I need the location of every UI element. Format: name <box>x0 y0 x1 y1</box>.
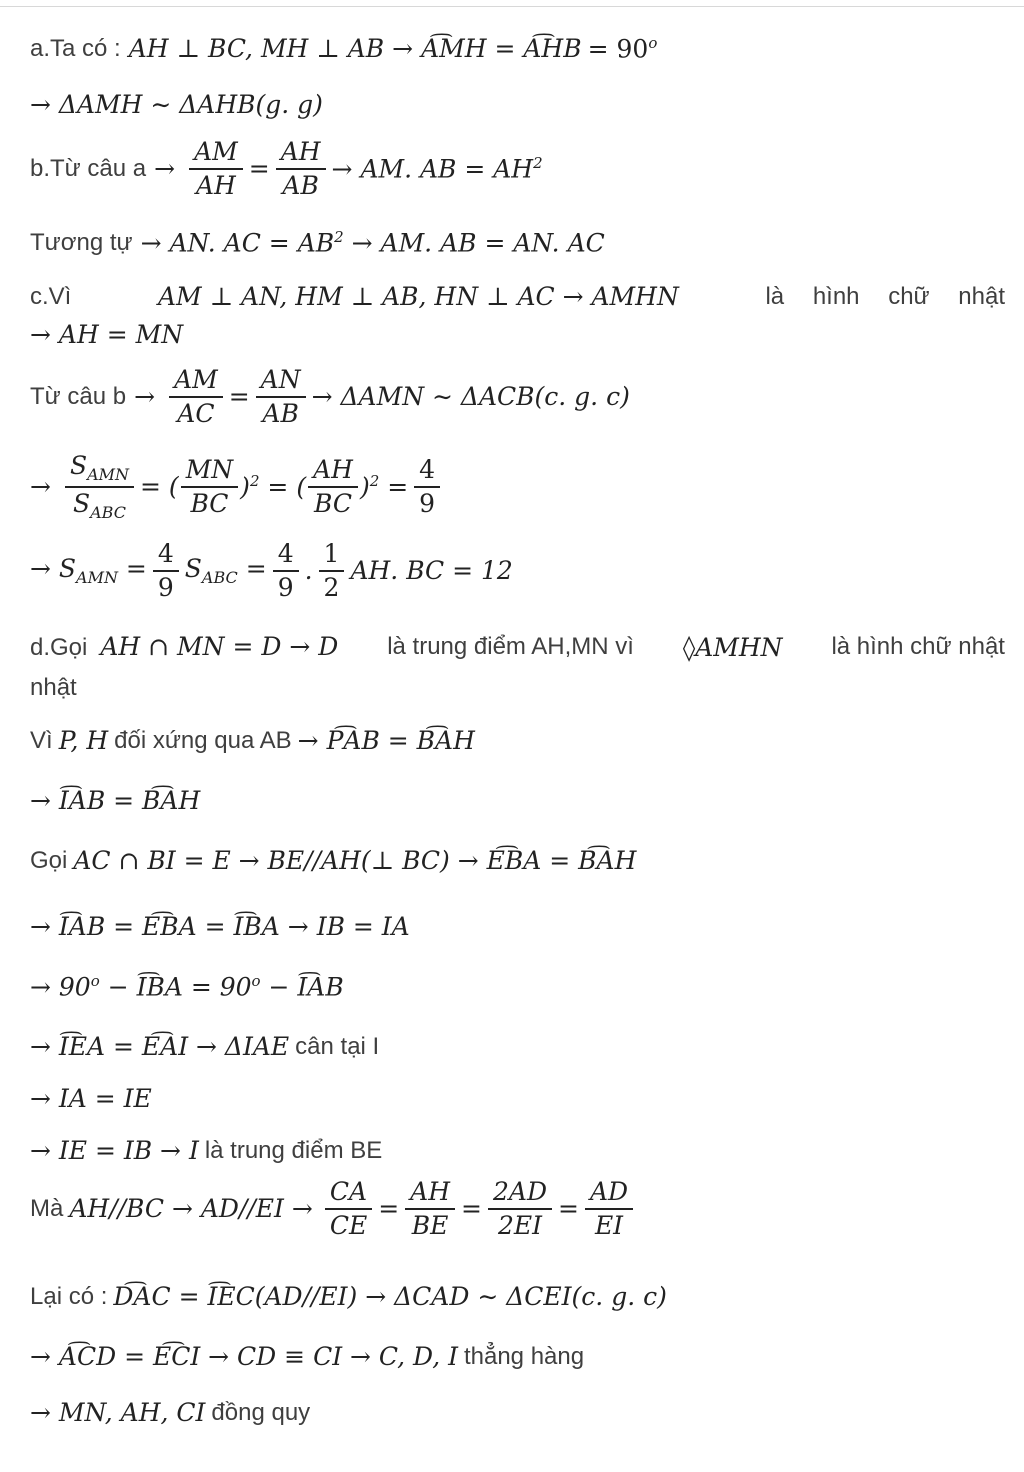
label-b: b.Từ câu a <box>30 154 147 182</box>
line-d1b: nhật <box>30 674 77 701</box>
line-d8: → IA = IE <box>30 1084 152 1113</box>
line-d5: → I͡AB = E͡BA = I͡BA → IB = IA <box>30 912 410 941</box>
line-d9: → IE = IB → I là trung điểm BE <box>30 1136 383 1165</box>
line-c3: Từ câu b → $\frac{AM}{AC}$ = $\frac{AN}{AB}$ → ΔAMN ∼ ΔACB(c. g. c) <box>30 365 630 428</box>
line-d6: → $90^o$ − I͡BA = $90^o$ − I͡AB <box>30 972 344 1002</box>
text-doi-xung: đối xứng qua AB <box>114 726 292 754</box>
line-d4: Gọi AC ∩ BI = E → BE//AH(⊥ BC) → E͡BA = B͡AH <box>30 846 637 875</box>
line-d1: d.Gọi AH ∩ MN = D → D là trung điểm AH,MN vì ◊AMHN là hình chữ nhật <box>30 632 1005 662</box>
text-hcn-2: là hình chữ nhật <box>831 633 1005 660</box>
line-d11: Lại có : D͡AC = I͡EC(AD//EI) → ΔCAD ∼ ΔCEI(c. g. c) <box>30 1282 667 1311</box>
line-d3: → I͡AB = B͡AH <box>30 786 201 815</box>
label-ma: Mà <box>30 1194 64 1222</box>
label-tuong-tu: Tương tự <box>30 228 133 256</box>
line-d10: Mà AH//BC → AD//EI → $\frac{CA}{CE}$ = $\frac{AH}{BE}$ = $\frac{2AD}{2EI}$ = $\frac{AD}{EI}$ <box>30 1178 639 1239</box>
label-d: d.Gọi <box>30 634 88 661</box>
label-goi: Gọi <box>30 846 68 874</box>
label-c: c.Vì <box>30 282 72 310</box>
line-a1: a.Ta có : AH ⊥ BC, MH ⊥ AB → A͡MH = A͡HB = $90^o$ <box>30 34 658 64</box>
line-b2: Tương tự → AN. AC = $AB^2$ → AM. AB = AN. AC <box>30 228 605 258</box>
line-d13: → MN, AH, CI đồng quy <box>30 1398 311 1427</box>
text-can-tai-i: cân tại I <box>295 1032 380 1060</box>
label-a: a.Ta có : <box>30 34 121 62</box>
line-d7: → I͡EA = E͡AI → ΔIAE cân tại I <box>30 1032 380 1061</box>
line-c4: → $\frac{S_{AMN}}{S_{ABC}}$ = ( $\frac{MN}{BC}$ )$^2$ = ( $\frac{AH}{BC}$ )$^2$ = $\frac{4}{9}$ <box>30 452 446 521</box>
line-b1: b.Từ câu a → $\frac{AM}{AH}$ = $\frac{AH}{AB}$ → AM. AB = $AH^2$ <box>30 137 543 200</box>
label-vi: Vì <box>30 726 53 754</box>
text-la-hinh-chu-nhat: là hình chữ nhật <box>765 282 1005 310</box>
line-c5: → $S_{AMN}$ = $\frac{4}{9}$ $S_{ABC}$ = $\frac{4}{9}$ . $\frac{1}{2}$ AH. BC = 12 <box>30 539 513 602</box>
text-trung-diem-be: là trung điểm BE <box>204 1136 383 1164</box>
line-c2: → AH = MN <box>30 320 184 349</box>
text-dong-quy: đồng quy <box>211 1398 311 1426</box>
top-divider <box>0 6 1024 7</box>
line-a2: → ΔAMH ∼ ΔAHB(g. g) <box>30 90 323 119</box>
line-d12: → A͡CD = E͡CI → CD ≡ CI → C, D, I thẳng hàng <box>30 1342 585 1371</box>
text-thang-hang: thẳng hàng <box>463 1342 585 1370</box>
label-lai-co: Lại có : <box>30 1282 108 1310</box>
text-trung-diem: là trung điểm AH,MN vì <box>387 633 634 660</box>
line-c1: c.Vì AM ⊥ AN, HM ⊥ AB, HN ⊥ AC → AMHN là hình chữ nhật <box>30 282 1005 311</box>
label-tu-cau-b: Từ câu b <box>30 382 127 410</box>
line-d2: Vì P, H đối xứng qua AB → P͡AB = B͡AH <box>30 726 475 755</box>
